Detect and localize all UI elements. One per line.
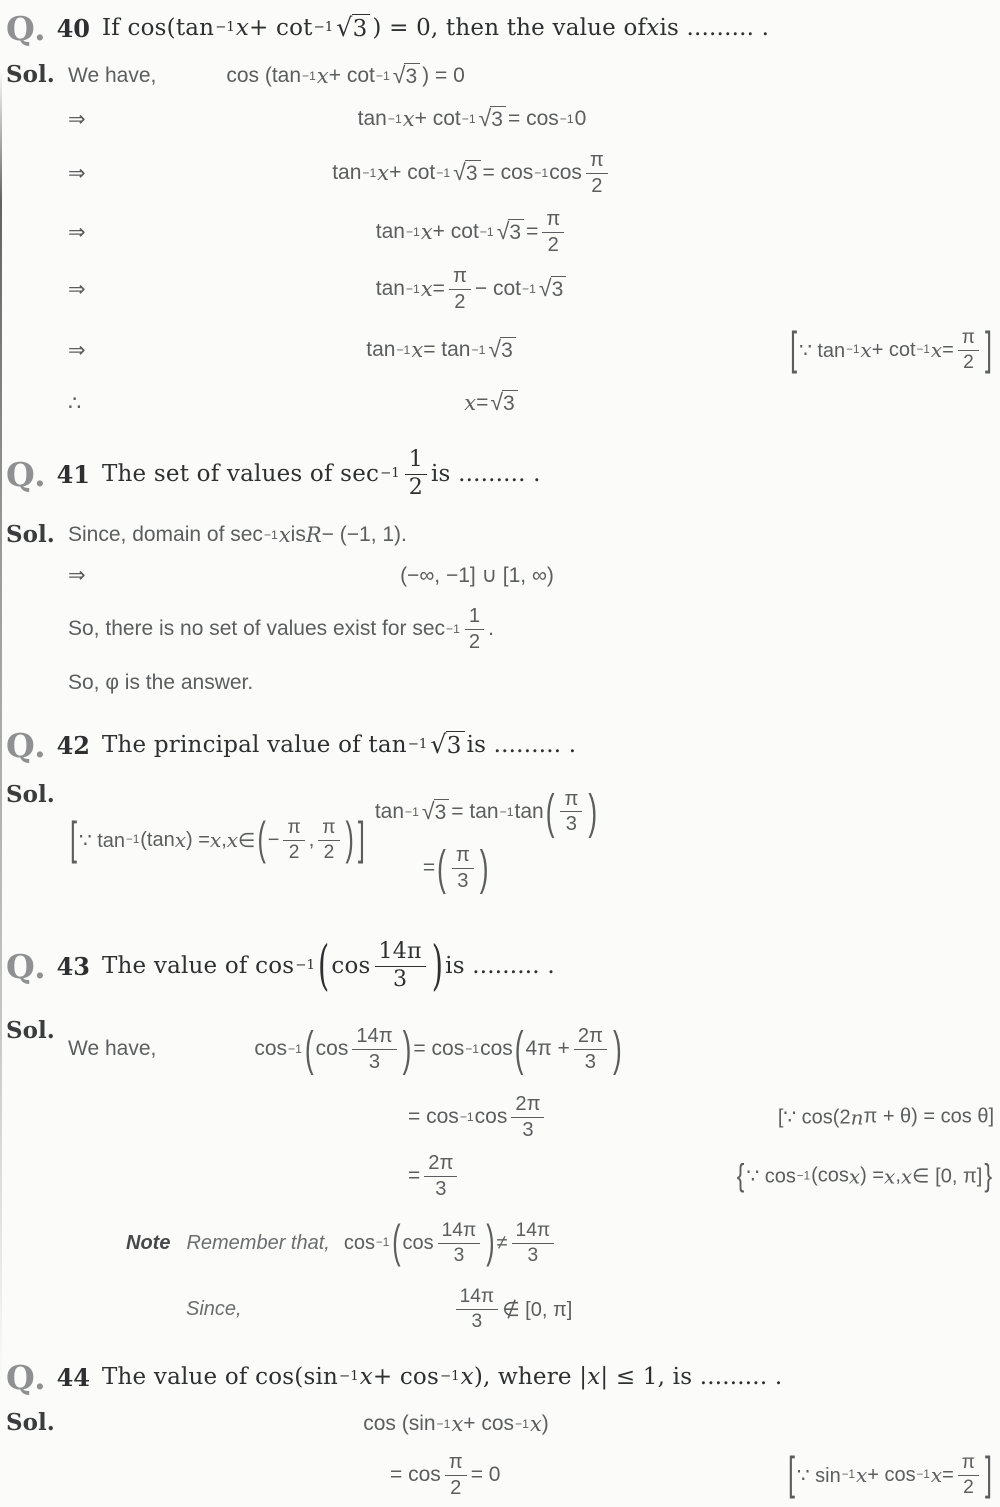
equation: = cos π 2 = 0: [390, 1450, 501, 1499]
equation: 14π 3 ∉ [0, π]: [452, 1286, 573, 1332]
question-title: The set of values of sec −1 1 2 is ......... .: [102, 446, 541, 500]
equation: tan −1 x + cot −1 √ 3 = π 2: [376, 208, 569, 256]
question-block-42: [6, 724, 994, 904]
side-justification: { ∵ cos −1 (cos x ) = x , x ∈ [0, π] }: [736, 1157, 992, 1193]
solution-row: [68, 516, 994, 554]
solution-row: [68, 56, 994, 96]
equation: (−∞, −1] ∪ [1, ∞): [400, 563, 554, 587]
equation: tan −1 x + cot −1 √ 3 = cos −1 cos π 2: [332, 149, 612, 197]
solution-row: [68, 1444, 994, 1506]
solution-row: [68, 96, 994, 142]
side-justification: [ ∵ tan −1 x + cot −1 x = π 2 ]: [790, 322, 992, 375]
equation: tan −1 x = π 2 − cot −1 √ 3: [376, 265, 569, 313]
sol-label: Sol.: [6, 61, 55, 88]
implies-arrow: ⇒: [68, 220, 86, 244]
equation: cos (tan −1 x + cot −1 √ 3 ) = 0: [226, 61, 465, 88]
question-block-40: [6, 8, 994, 424]
question-number: 40: [56, 13, 90, 43]
question-number: 43: [56, 951, 90, 981]
question-43-heading: [6, 926, 994, 1006]
solution-row: [68, 662, 994, 704]
equation: cos −1 ( cos 14π 3 ) = cos −1 cos ( 4π + 2π 3 ): [254, 1020, 622, 1077]
equation: tan −1 x = tan −1 √ 3: [366, 337, 518, 363]
q-marker: Q.: [6, 725, 47, 765]
solution-44: [6, 1404, 994, 1506]
note-lead-text: Remember that,: [186, 1231, 330, 1254]
solution-body: [68, 56, 994, 424]
solution-row: [68, 204, 994, 260]
solution-row: [68, 260, 994, 318]
equation: = cos −1 cos 2π 3: [408, 1093, 548, 1141]
implies-arrow: ⇒: [68, 338, 86, 362]
equation: = 2π 3: [408, 1152, 461, 1200]
side-justification: [ ∵ sin −1 x + cos −1 x = π 2 ]: [787, 1447, 992, 1500]
note-row: [126, 1204, 994, 1282]
page-edge-line: [0, 70, 2, 1390]
statement-text: So, there is no set of values exist for sec −1 1 2 .: [68, 604, 494, 653]
equation: cos −1 ( cos 14π 3 ) ≠ 14π 3: [344, 1220, 558, 1266]
statement-text: So, φ is the answer.: [68, 671, 254, 694]
equation: x = √ 3: [464, 390, 519, 416]
equation: = ( π 3 ): [422, 839, 489, 896]
question-41-heading: [6, 438, 994, 510]
implies-arrow: ⇒: [68, 563, 86, 587]
solution-row: [68, 1148, 994, 1204]
equation: cos (sin −1 x + cos −1 x ): [363, 1412, 549, 1436]
equation: tan −1 x + cot −1 √ 3 = cos −1 0: [357, 104, 587, 131]
solution-40: [6, 56, 994, 424]
question-44-heading: [6, 1356, 994, 1398]
solution-body: [68, 1012, 994, 1336]
solution-row: [68, 596, 994, 662]
solution-row: [68, 1012, 994, 1086]
equation-column: [374, 783, 599, 896]
lead-text: We have,: [68, 64, 157, 87]
solution-body: [68, 776, 994, 904]
question-number: 41: [56, 459, 90, 489]
question-block-43: [6, 926, 994, 1336]
implies-arrow: ⇒: [68, 277, 86, 301]
question-title: The principal value of tan −1 √ 3 is ......... .: [102, 729, 577, 759]
solution-41: [6, 516, 994, 704]
q-marker: Q.: [6, 454, 47, 494]
lead-text: We have,: [68, 1037, 157, 1060]
q-marker: Q.: [6, 8, 47, 48]
question-number: 42: [56, 730, 90, 760]
solution-body: [68, 516, 994, 704]
question-block-44: [6, 1356, 994, 1506]
question-title: If cos(tan −1 x + cot −1 √ 3 ) = 0, then the value of x is ......... .: [102, 12, 770, 42]
solution-body: [68, 1404, 994, 1506]
sol-label: Sol.: [6, 1409, 55, 1436]
sol-label: Sol.: [6, 521, 55, 548]
statement-text: Since, domain of sec −1 x is R − (−1, 1).: [68, 523, 407, 547]
question-block-41: [6, 438, 994, 704]
question-title: The value of cos(sin −1 x + cos −1 x ), where | x | ≤ 1, is ......... .: [102, 1364, 783, 1390]
solution-row: [68, 554, 994, 596]
solution-42: [6, 776, 994, 904]
equation: tan −1 √ 3 = tan −1 tan ( π 3 ): [374, 783, 598, 840]
solution-row: [68, 1086, 994, 1148]
since-label: Since,: [186, 1297, 242, 1320]
sol-label: Sol.: [6, 1017, 55, 1044]
question-number: 44: [56, 1362, 90, 1392]
implies-arrow: ⇒: [68, 107, 86, 131]
question-40-heading: [6, 8, 994, 48]
q-marker: Q.: [6, 1357, 47, 1397]
question-42-heading: [6, 724, 994, 766]
solution-row: [68, 1404, 994, 1444]
implies-arrow: ⇒: [68, 161, 86, 185]
note-label: Note: [126, 1231, 171, 1254]
since-row: [68, 1282, 994, 1336]
side-justification: [∵ cos(2 n π + θ) = cos θ]: [777, 1105, 994, 1129]
solution-43: [6, 1012, 994, 1336]
therefore-symbol: ∴: [68, 391, 82, 415]
solution-row: [68, 142, 994, 204]
solution-row: [68, 318, 994, 382]
sol-label: Sol.: [6, 781, 55, 808]
solution-row: [68, 776, 994, 904]
side-justification: [ ∵ tan −1 (tan x ) = x , x ∈ ( − π 2 , π 2 ) ]: [70, 812, 365, 865]
solution-row: [68, 382, 994, 424]
question-title: The value of cos −1 ( cos 14π 3 ) is ......... .: [102, 933, 555, 997]
q-marker: Q.: [6, 946, 47, 986]
